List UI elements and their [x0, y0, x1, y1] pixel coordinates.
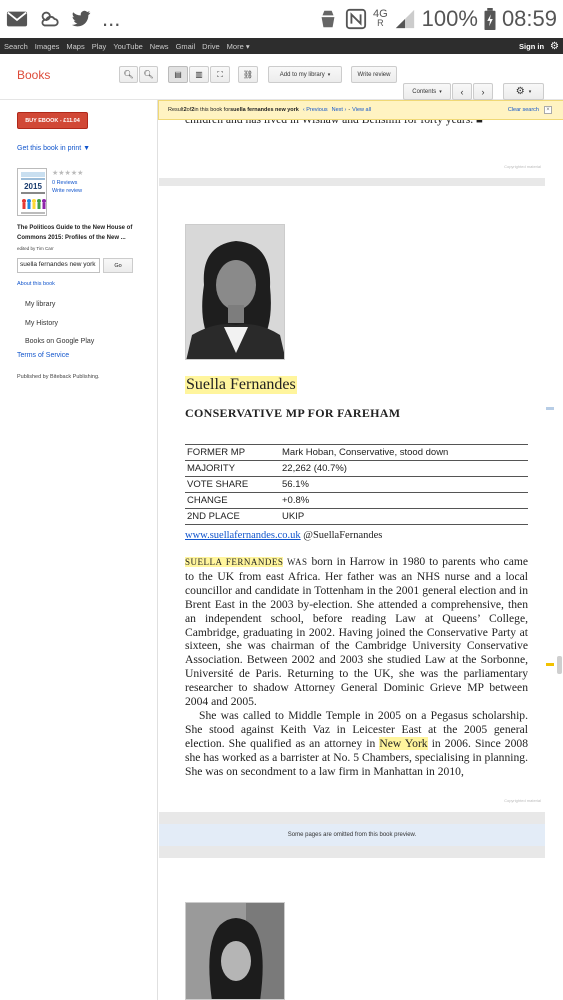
next-portrait-image — [186, 903, 285, 1000]
sidebar-item-books-on-play[interactable]: Books on Google Play — [25, 338, 95, 345]
two-page-icon: ▥ — [195, 70, 203, 79]
page-gap — [159, 178, 545, 186]
contents-button[interactable] — [403, 83, 451, 100]
page-gap — [159, 812, 545, 824]
svg-text:2015: 2015 — [24, 182, 42, 191]
stat-value: +0.8% — [280, 493, 528, 509]
stat-label: VOTE SHARE — [185, 477, 280, 493]
zoom-in-icon: 🔍︎ — [123, 70, 134, 79]
chevron-down-icon: ▾ — [439, 88, 442, 95]
copyright-note: Copyrighted material — [504, 798, 541, 803]
get-in-print-label: Get this book in print — [17, 145, 82, 152]
paragraph-2-text-b: in 2006. Since 2008 she has worked as a barrister at No. 5 Chambers, specialising in planning. She was on secondment to a law firm in Manhattan in 2010, — [185, 736, 528, 778]
gbar-link-play[interactable]: Play — [91, 41, 107, 51]
gbar-link-images[interactable]: Images — [34, 41, 60, 51]
sidebar-write-review-link[interactable]: Write review — [52, 188, 83, 194]
table-row — [185, 461, 528, 477]
add-to-library-label: Add to my library — [279, 71, 325, 78]
table-row — [185, 445, 528, 461]
write-review-button[interactable] — [351, 66, 397, 83]
stat-value: 22,262 (40.7%) — [280, 461, 528, 477]
weather-icon — [38, 8, 60, 30]
book-cover-art — [18, 169, 47, 216]
next-book-page — [159, 858, 545, 1000]
sidebar-item-my-history[interactable]: My History — [25, 320, 59, 327]
add-to-library-button[interactable] — [268, 66, 342, 83]
fullscreen-icon: ⛶ — [217, 69, 223, 79]
stat-label: 2ND PLACE — [185, 509, 280, 525]
google-bar — [0, 38, 563, 54]
table-row — [185, 477, 528, 493]
mp-twitter-handle: @SuellaFernandes — [303, 530, 383, 541]
chevron-left-icon: ‹ — [460, 86, 464, 97]
two-page-view-button[interactable] — [189, 66, 209, 83]
clear-search-link[interactable]: Clear search — [507, 107, 539, 113]
copyright-note: Copyrighted material — [504, 164, 541, 169]
android-status-bar — [0, 0, 563, 38]
election-stats-table — [185, 444, 528, 525]
stat-value: Mark Hoban, Conservative, stood down — [280, 445, 528, 461]
stat-value: 56.1% — [280, 477, 528, 493]
book-viewer[interactable] — [157, 100, 563, 1000]
triangle-down-icon: ▼ — [83, 145, 91, 152]
settings-button[interactable] — [503, 83, 544, 100]
more-notifications: ... — [102, 6, 121, 31]
books-toolbar — [0, 54, 563, 100]
roaming-indicator: R — [377, 18, 384, 28]
chevron-right-icon: › — [481, 86, 485, 97]
rating-stars: ★★★★★ — [52, 170, 84, 177]
book-page — [159, 186, 545, 806]
buy-ebook-button[interactable]: BUY EBOOK - £11.04 — [17, 112, 88, 129]
table-row — [185, 493, 528, 509]
biography-paragraph-1 — [185, 555, 528, 709]
books-brand[interactable]: Books — [17, 68, 51, 82]
zoom-in-button[interactable] — [119, 66, 138, 83]
gbar-link-maps[interactable]: Maps — [66, 41, 85, 51]
link-icon: ⛓ — [242, 70, 254, 79]
highlighted-new-york: New York — [379, 736, 428, 750]
result-query: suella fernandes new york — [230, 107, 299, 113]
page-gap — [159, 846, 545, 858]
gear-icon[interactable]: ⚙ — [550, 40, 559, 52]
fullscreen-button[interactable] — [210, 66, 230, 83]
book-sidebar — [0, 100, 157, 1000]
battery-percent: 100% — [421, 6, 478, 31]
search-go-button[interactable]: Go — [103, 258, 133, 273]
gear-icon: ⚙ — [515, 86, 525, 97]
mp-website-link[interactable]: www.suellafernandes.co.uk — [185, 530, 301, 541]
paragraph-1-text: born in Harrow in 1980 to parents who came to the UK from east Africa. Her father was an NHS nurse and a local councillor and candidate in Tottenham in the 2001 general election and in Brent East in the 2003 by-election. She attended a comprehensive, then an independent school, before reading Law at Queens’ College, Cambridge, graduating in 2002. Having joined the Conservative Party at sixteen, she was chairman of the Cambridge University Conservative Association. Between 2002 and 2003 she studied Law at the Sorbonne, Université de Paris. Returning to the UK, she was the parliamentary researcher to shadow Attorney General Dominic Grieve MP between 2004 and 2005. — [185, 555, 529, 709]
sidebar-item-my-library[interactable]: My library — [25, 301, 56, 308]
search-result-bar — [158, 100, 563, 120]
book-editor: edited by Tim Carr — [17, 246, 54, 251]
stat-value: UKIP — [280, 509, 528, 525]
book-cover-thumbnail[interactable] — [17, 168, 47, 216]
publisher-note: Published by Biteback Publishing. — [17, 374, 100, 380]
scrollbar-thumb[interactable] — [557, 656, 562, 674]
single-page-view-button[interactable] — [168, 66, 188, 83]
prev-page-button[interactable] — [452, 83, 472, 100]
page-icon: ▤ — [174, 70, 182, 79]
twitter-icon — [70, 8, 92, 30]
signal-icon — [394, 8, 416, 30]
result-current: 2 — [183, 107, 187, 113]
scroll-marker — [546, 407, 554, 410]
mp-constituency-heading: CONSERVATIVE MP FOR FAREHAM — [185, 406, 401, 420]
portrait-image — [186, 225, 285, 360]
zoom-out-icon: 🔍︎ — [143, 70, 154, 79]
result-total: 2 — [191, 107, 195, 113]
about-book-link[interactable]: About this book — [17, 281, 55, 287]
book-title[interactable]: The Politicos Guide to the New House of Commons 2015: Profiles of the New ... — [17, 225, 133, 241]
clock: 08:59 — [501, 6, 557, 31]
chevron-down-icon: ▾ — [327, 71, 331, 78]
next-result-link[interactable]: Next › — [331, 107, 347, 113]
stat-label: CHANGE — [185, 493, 280, 509]
paragraph-2-text-a: She was called to Middle Temple in 2005 on a Pegasus scholarship. She stood against Keith Vaz in Leicester East at the 2005 general election. She qualified as an attorney in — [185, 708, 528, 750]
gbar-link-gmail[interactable]: Gmail — [175, 41, 196, 51]
network-type: 4G — [372, 8, 388, 20]
gbar-link-more[interactable]: More ▾ — [226, 41, 250, 51]
gbar-link-drive[interactable]: Drive — [202, 41, 220, 51]
write-review-label: Write review — [357, 71, 391, 78]
highlighted-name: SUELLA FERNANDES — [185, 557, 284, 567]
next-mp-photo — [185, 902, 285, 1000]
search-hit-marker — [546, 663, 554, 666]
link-button[interactable] — [238, 66, 258, 83]
biography-text — [185, 555, 528, 779]
zoom-out-button[interactable] — [139, 66, 158, 83]
close-icon[interactable]: × — [544, 106, 552, 114]
next-page-button[interactable] — [473, 83, 493, 100]
paragraph-lead: WAS — [283, 557, 308, 567]
gbar-link-news[interactable]: News — [149, 41, 169, 51]
contents-label: Contents — [412, 88, 437, 95]
result-prefix: Result — [168, 107, 184, 113]
search-in-book-input[interactable]: suella fernandes new york — [17, 258, 100, 273]
recycle-icon — [317, 8, 339, 30]
separator: - — [348, 107, 351, 113]
biography-paragraph-2 — [185, 709, 528, 779]
gbar-link-search[interactable]: Search — [4, 41, 28, 51]
table-row — [185, 509, 528, 525]
previous-result-link[interactable]: ‹ Previous — [302, 107, 328, 113]
terms-of-service-link[interactable]: Terms of Service — [17, 352, 70, 359]
get-in-print-link[interactable] — [17, 145, 90, 152]
gbar-link-youtube[interactable]: YouTube — [113, 41, 143, 51]
pages-omitted-notice: Some pages are omitted from this book preview. — [159, 824, 545, 846]
result-in: in this book for — [194, 107, 231, 113]
mp-name-heading: Suella Fernandes — [186, 376, 296, 393]
stat-label: MAJORITY — [185, 461, 280, 477]
chevron-down-icon: ▾ — [528, 88, 532, 95]
battery-icon — [484, 8, 496, 30]
sign-in-link[interactable]: Sign in — [519, 41, 545, 51]
mp-photo — [185, 224, 285, 360]
mp-contacts — [185, 530, 382, 541]
gmail-icon — [6, 8, 28, 30]
nfc-icon — [345, 8, 367, 30]
view-all-results-link[interactable]: View all — [352, 107, 372, 113]
result-of: of — [186, 107, 192, 113]
stat-label: FORMER MP — [185, 445, 280, 461]
reviews-link[interactable]: 0 Reviews — [52, 180, 78, 186]
